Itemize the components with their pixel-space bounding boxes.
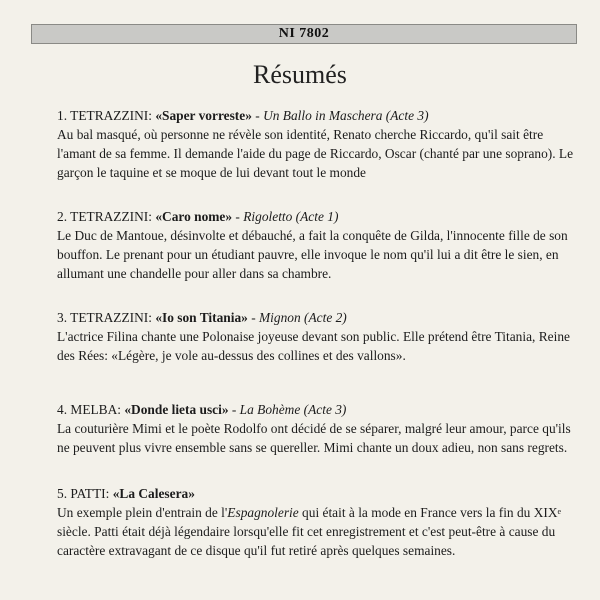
entry-heading [57, 484, 577, 503]
entry-summary: La couturière Mimi et le poète Rodolfo ont décidé de se séparer, malgré leur amour, parce qu'ils ne peuvent plus vivre ensemble sans se quereller. Mimi chante un doux adieu, non sans regrets. [57, 421, 571, 455]
entry-work: Mignon (Acte 2) [259, 310, 347, 325]
entry-work: Un Ballo in Maschera (Acte 3) [263, 108, 429, 123]
entry-aria: «Io son Titania» [155, 310, 248, 325]
entry-number: 3. [57, 310, 68, 325]
entry-number: 1. [57, 108, 68, 123]
entry-3 [57, 308, 577, 365]
entry-heading [57, 207, 577, 226]
header-bar [31, 24, 577, 44]
summary-part: qui était à la mode en France vers la fin du XIX [298, 505, 558, 520]
entry-summary [57, 503, 577, 560]
century-superscript: e [557, 507, 562, 516]
summary-part: Un exemple plein d'entrain de l' [57, 505, 228, 520]
entry-heading [57, 106, 577, 125]
entry-work: Rigoletto (Acte 1) [243, 209, 339, 224]
entry-aria: «La Calesera» [112, 486, 195, 501]
entry-summary: Au bal masqué, où personne ne révèle son identité, Renato cherche Riccardo, qu'il sait être l'amant de sa femme. Il demande l'aide du page de Riccardo, Oscar (chanté par une soprano). Le garçon le taquine et se moque de lui devant tout le monde [57, 127, 574, 180]
entry-dash: - [247, 310, 260, 325]
entry-artist: TETRAZZINI: [70, 310, 152, 325]
entry-number: 5. [57, 486, 68, 501]
entry-1 [57, 106, 577, 182]
entry-dash: - [232, 209, 244, 224]
summary-part: siècle. Patti était déjà légendaire lorsqu'elle fit cet enregistrement et c'est peut-être à cause du caractère extravagant de ce disque qu'il fut retiré après quelques semaines. [57, 524, 556, 558]
entry-aria: «Donde lieta usci» [124, 402, 229, 417]
entry-aria: «Caro nome» [155, 209, 233, 224]
entry-artist: TETRAZZINI: [70, 209, 152, 224]
entry-work: La Bohème (Acte 3) [239, 402, 347, 417]
entry-2 [57, 207, 577, 283]
entry-dash: - [251, 108, 264, 123]
summary-work-title: Espagnolerie [227, 505, 299, 520]
entry-number: 4. [57, 402, 68, 417]
entry-heading [57, 400, 577, 419]
entry-artist: TETRAZZINI: [70, 108, 152, 123]
entry-5 [57, 484, 577, 560]
page-title: Résumés [253, 60, 347, 89]
entry-heading [57, 308, 577, 327]
entry-summary: Le Duc de Mantoue, désinvolte et débauché, a fait la conquête de Gilda, l'innocente fille de son bouffon. Le prenant pour un étudiant pauvre, elle invoque le nom qu'il lui a dit être le sien, en allumant une chandelle pour aller dans sa chambre. [57, 228, 568, 281]
entry-summary: L'actrice Filina chante une Polonaise joyeuse devant son public. Elle prétend être Titania, Reine des Rées: «Légère, je vole au-dessus des collines et des vallons». [57, 329, 570, 363]
entry-artist: PATTI: [70, 486, 110, 501]
entry-aria: «Saper vorreste» [155, 108, 252, 123]
entry-dash: - [228, 402, 240, 417]
catalog-number: NI 7802 [278, 26, 330, 41]
entry-artist: MELBA: [70, 402, 121, 417]
entry-4 [57, 400, 577, 457]
entry-number: 2. [57, 209, 68, 224]
